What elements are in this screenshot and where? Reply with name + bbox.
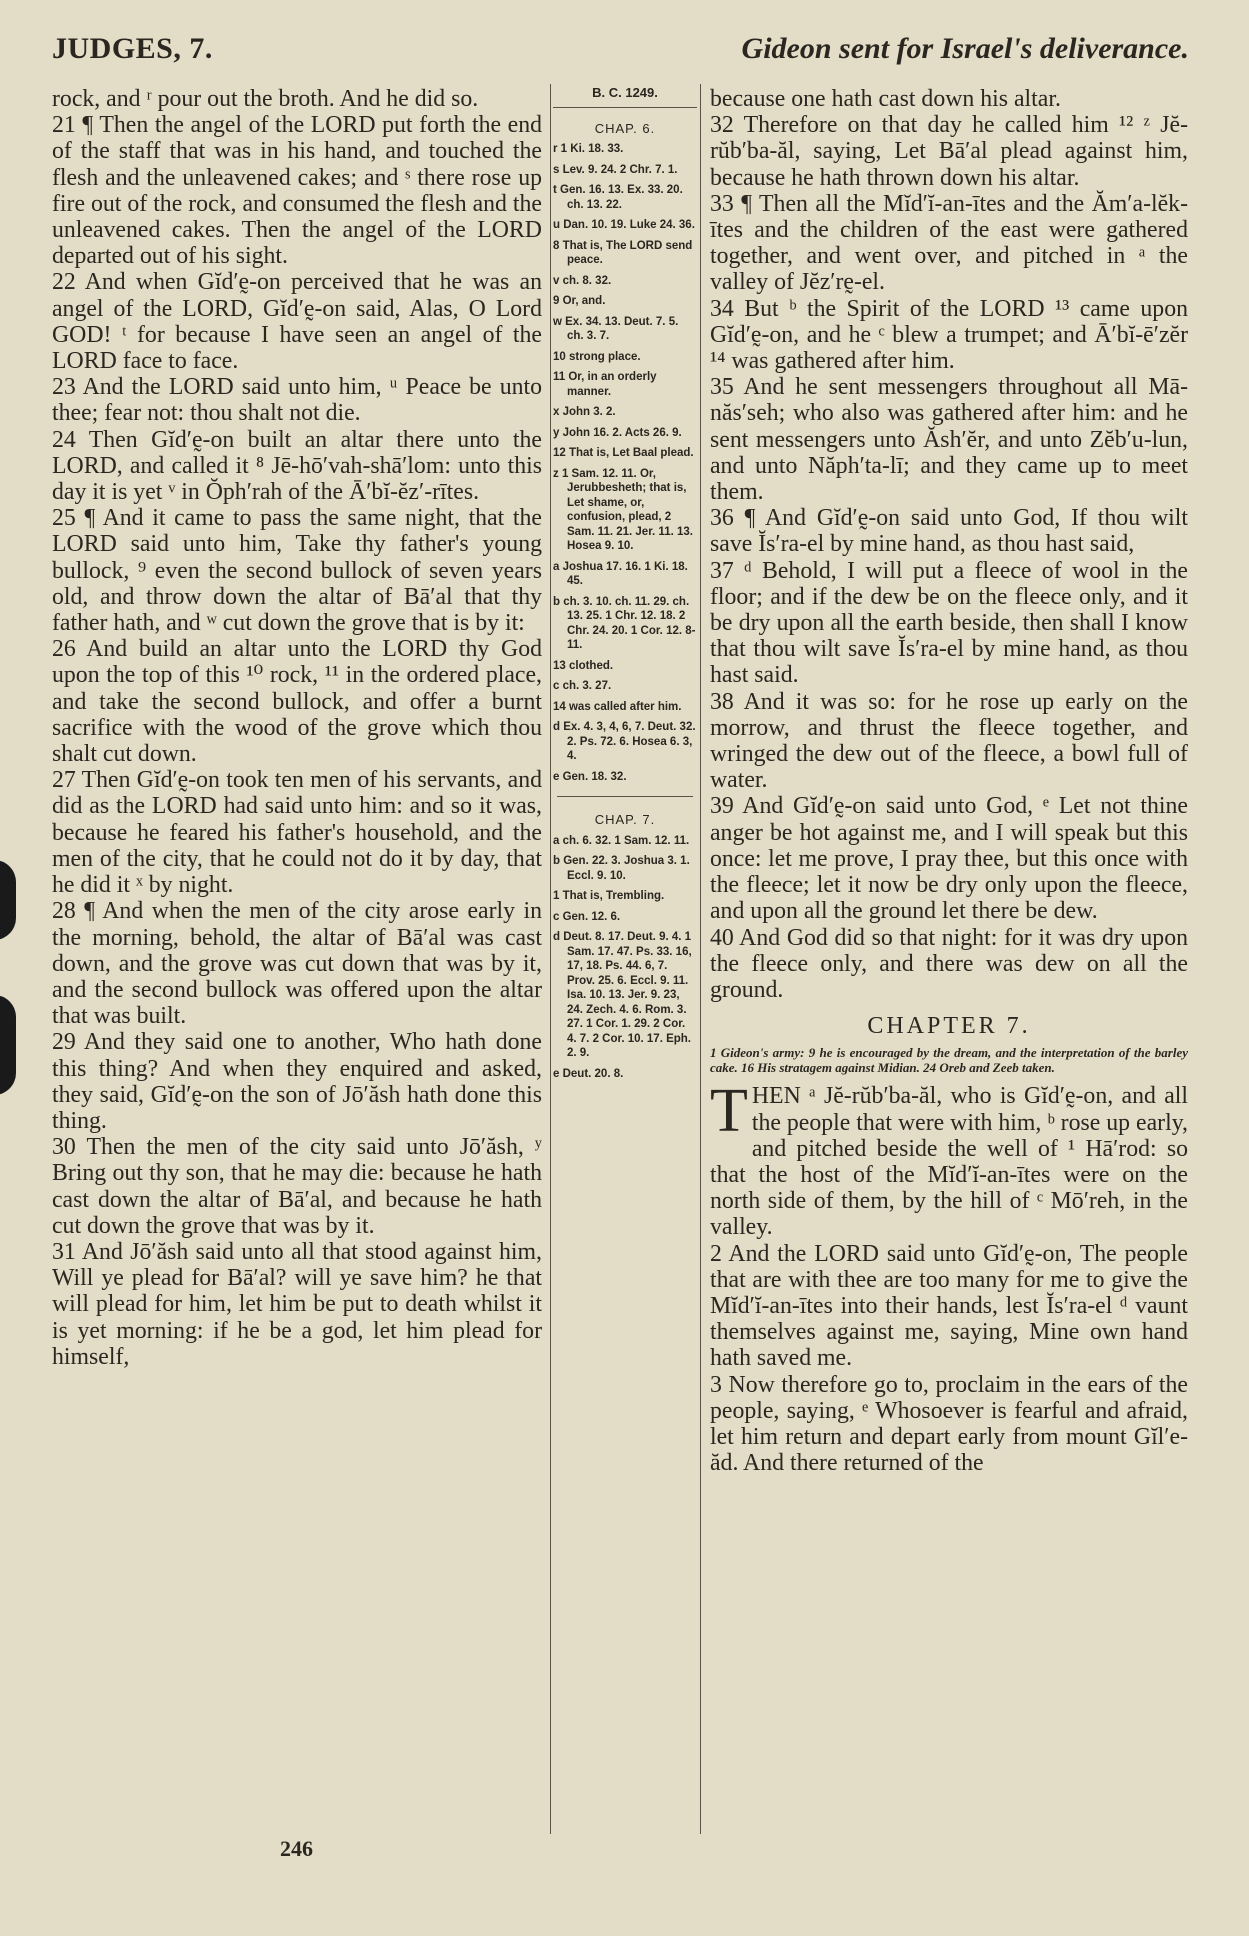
cross-reference[interactable]: 13 clothed. [553, 659, 614, 672]
verse-paragraph: 21 ¶ Then the angel of the LORD put forth the end of the staff that was in his hand, and touched the flesh and the unleavened cakes; and ˢ there rose up fire out of the rock, and consumed the flesh and the unleavened cakes. Then the angel of the LORD departed out of his sight. [52, 112, 542, 270]
cross-reference[interactable]: b ch. 3. 10. ch. 11. 29. ch. 13. 25. 1 Chr. 12. 18. 2 Chr. 24. 20. 1 Cor. 12. 8-11. [553, 595, 696, 651]
verse-paragraph: 28 ¶ And when the men of the city arose early in the morning, behold, the altar of Bā′al was cast down, and the grove was cut down that was by it, and the second bullock was offered upon the altar that was built. [52, 898, 542, 1030]
page-header [52, 32, 1189, 80]
cross-reference[interactable]: x John 3. 2. [553, 406, 616, 418]
cross-reference[interactable]: e Gen. 18. 32. [553, 770, 627, 783]
verse-paragraph: 34 But ᵇ the Spirit of the LORD ¹³ came upon Gĭd′ḛ-on, and he ᶜ blew a trumpet; and Ā′bĭ-ē′zĕr ¹⁴ was gathered after him. [710, 295, 1188, 375]
left-text-column [52, 86, 542, 1370]
cross-reference[interactable]: u Dan. 10. 19. Luke 24. 36. [553, 219, 695, 231]
cross-reference[interactable]: 1 That is, Trembling. [553, 890, 665, 902]
verse-paragraph: 22 And when Gĭd′ḛ-on perceived that he was an angel of the LORD, Gĭd′ḛ-on said, Alas, O Lord GOD! ᵗ for because I have seen an angel of the LORD face to face. [52, 269, 542, 375]
verse-paragraph: 31 And Jō′ăsh said unto all that stood against him, Will ye plead for Bā′al? will ye save him? he that will plead for him, let him be put to death whilst it is yet morning: if he be a god, let him plead for himself, [52, 1238, 542, 1370]
cross-reference-column [553, 86, 697, 1087]
cross-reference[interactable]: v ch. 8. 32. [553, 274, 612, 287]
cross-reference[interactable]: z 1 Sam. 12. 11. Or, Jerubbesheth; that is, Let shame, or, confusion, plead, 2 Sam. 11. 21. Jer. 11. 13. Hosea 9. 10. [553, 467, 693, 552]
thumb-index-tab[interactable] [0, 995, 16, 1095]
cross-reference[interactable]: 11 Or, in an orderly manner. [553, 371, 657, 398]
cross-reference[interactable]: t Gen. 16. 13. Ex. 33. 20. ch. 13. 22. [553, 184, 683, 211]
cross-reference[interactable]: 8 That is, The LORD send peace. [553, 239, 693, 266]
cross-reference[interactable]: s Lev. 9. 24. 2 Chr. 7. 1. [553, 163, 678, 176]
cross-reference[interactable]: a ch. 6. 32. 1 Sam. 12. 11. [553, 834, 690, 847]
verse-paragraph: 35 And he sent messengers throughout all Mā-năs′seh; who also was gathered after him: and he sent messengers unto Ăsh′ĕr, and unto Zĕb′u-lun, and unto Năph′ta-lī; and they came up to meet them. [710, 374, 1188, 506]
verse-paragraph: because one hath cast down his altar. [710, 86, 1061, 112]
verse-paragraph: 2 And the LORD said unto Gĭd′ḛ-on, The people that are with thee are too many for me to give the Mĭd′ĭ-an-ītes into their hands, lest Ĭs′ra-el ᵈ vaunt themselves against me, saying, Mine own hand hath saved me. [710, 1240, 1188, 1372]
cross-reference[interactable]: a Joshua 17. 16. 1 Ki. 18. 45. [553, 560, 688, 587]
verse-paragraph: 29 And they said one to another, Who hath done this thing? And when they enquired and asked, they said, Gĭd′ḛ-on the son of Jō′ăsh hath done this thing. [52, 1029, 542, 1134]
chapter-6-heading: CHAP. 6. [594, 120, 656, 136]
cross-reference[interactable]: y John 16. 2. Acts 26. 9. [553, 426, 682, 439]
verse-paragraph: 40 And God did so that night: for it was dry upon the fleece only, and there was dew on all the ground. [710, 924, 1188, 1003]
cross-reference[interactable]: c ch. 3. 27. [553, 680, 612, 692]
right-text-column [710, 86, 1188, 1476]
cross-reference[interactable]: 10 strong place. [553, 350, 641, 363]
cross-reference[interactable]: 9 Or, and. [553, 295, 606, 307]
cross-reference[interactable]: w Ex. 34. 13. Deut. 7. 5. ch. 3. 7. [553, 315, 679, 342]
running-head: JUDGES, 7. [52, 32, 213, 65]
cross-reference[interactable]: r 1 Ki. 18. 33. [553, 143, 624, 155]
running-title: Gideon sent for Israel's deliverance. [741, 32, 1189, 65]
verse-paragraph: 24 Then Gĭd′ḛ-on built an altar there unto the LORD, and called it ⁸ Jē-hō′vah-shā′lom: unto this day it is yet ᵛ in Ŏph′rah of the Ā′bĭ-ĕz′-rītes. [52, 426, 542, 506]
thumb-index-tab[interactable] [0, 860, 16, 940]
verse-paragraph: rock, and ʳ pour out the broth. And he did so. [52, 86, 479, 112]
cross-reference[interactable]: d Deut. 8. 17. Deut. 9. 4. 1 Sam. 17. 47. Ps. 33. 16, 17, 18. Ps. 44. 6, 7. Prov. 25. 6. Eccl. 9. 11. Isa. 10. 13. Jer. 9. 23, 24. Zech. 4. 6. Rom. 3. 27. 1 Cor. 1. 29. 2 Cor. 4. 7. 2 Cor. 10. 17. Eph. 2. 9. [553, 931, 692, 1059]
verse-paragraph: 3 Now therefore go to, proclaim in the ears of the people, saying, ᵉ Whosoever is fearful and afraid, let him return and depart early from mount Gĭl′e-ăd. And there returned of the [710, 1371, 1188, 1477]
verse-paragraph: 30 Then the men of the city said unto Jō′ăsh, ʸ Bring out thy son, that he may die: because he hath cast down the altar of Bā′al, and because he hath cut down the grove that was by it. [52, 1134, 542, 1239]
cross-reference[interactable]: c Gen. 12. 6. [553, 910, 621, 923]
page-number: 246 [280, 1836, 313, 1861]
verse-paragraph: 33 ¶ Then all the Mĭd′ĭ-an-ītes and the Ăm′a-lĕk-ītes and the children of the east were gathered together, and went over, and pitched in ᵃ the valley of Jĕz′rḛ-el. [710, 190, 1188, 296]
verse-paragraph: 23 And the LORD said unto him, ᵘ Peace be unto thee; fear not: thou shalt not die. [52, 374, 542, 427]
verse-paragraph: 26 And build an altar unto the LORD thy God upon the top of this ¹⁰ rock, ¹¹ in the ordered place, and take the second bullock, and offer a burnt sacrifice with the wood of the grove which thou shalt cut down. [52, 636, 542, 768]
cross-reference[interactable]: 12 That is, Let Baal plead. [553, 447, 694, 459]
cross-reference[interactable]: d Ex. 4. 3, 4, 6, 7. Deut. 32. 2. Ps. 72. 6. Hosea 6. 3, 4. [553, 721, 696, 762]
column-divider [700, 84, 701, 1834]
verse-paragraph [710, 1077, 1188, 1241]
column-divider [550, 84, 551, 1834]
chapter-7-heading: CHAP. 7. [594, 812, 656, 827]
cross-reference[interactable]: e Deut. 20. 8. [553, 1067, 624, 1080]
era-date: B. C. 1249. [553, 86, 697, 108]
cross-reference[interactable]: 14 was called after him. [553, 700, 682, 713]
cross-reference[interactable]: b Gen. 22. 3. Joshua 3. 1. Eccl. 9. 10. [553, 855, 690, 882]
verse-text: HEN ᵃ Jĕ-rŭb′ba-ăl, who is Gĭd′ḛ-on, and all the people that were with him, ᵇ rose up early, and pitched beside the well of ¹ Hā′rod: so that the host of the Mĭd′ĭ-an-ītes were on the north side of them, by the hill of ᶜ Mō′reh, in the valley. [710, 1083, 1188, 1241]
verse-paragraph: 38 And it was so: for he rose up early on the morrow, and thrust the fleece together, and wringed the dew out of the fleece, a bowl full of water. [710, 688, 1188, 794]
verse-paragraph: 37 ᵈ Behold, I will put a fleece of wool in the floor; and if the dew be on the fleece only, and it be dry upon all the earth beside, then shall I know that thou wilt save Ĭs′ra-el by mine hand, as thou hast said. [710, 557, 1188, 689]
verse-paragraph: 25 ¶ And it came to pass the same night, that the LORD said unto him, Take thy father's young bullock, ⁹ even the second bullock of seven years old, and throw down the altar of Bā′al that thy father hath, and ʷ cut down the grove that is by it: [52, 505, 542, 637]
drop-cap: T [710, 1077, 748, 1146]
verse-paragraph: 27 Then Gĭd′ḛ-on took ten men of his servants, and did as the LORD had said unto him: and so it was, because he feared his father's household, and the men of the city, that he could not do it by day, that he did it ˣ by night. [52, 767, 542, 899]
chapter-summary: 1 Gideon's army: 9 he is encouraged by the dream, and the interpretation of the barley cake. 16 His stratagem against Midian. 24 Oreb and Zeeb taken. [710, 1045, 1188, 1076]
verse-paragraph: 32 Therefore on that day he called him ¹² ᶻ Jĕ-rŭb′ba-ăl, saying, Let Bā′al plead against him, because he hath thrown down his altar. [710, 112, 1188, 191]
verse-paragraph: 39 And Gĭd′ḛ-on said unto God, ᵉ Let not thine anger be hot against me, and I will speak but this once: let me prove, I pray thee, but this once with the fleece; let it now be dry only upon the fleece, and upon all the ground let there be dew. [710, 793, 1188, 925]
verse-paragraph: 36 ¶ And Gĭd′ḛ-on said unto God, If thou wilt save Ĭs′ra-el by mine hand, as thou hast said, [710, 505, 1188, 558]
chapter-title: CHAPTER 7. [867, 1013, 1031, 1040]
section-divider [557, 796, 693, 797]
